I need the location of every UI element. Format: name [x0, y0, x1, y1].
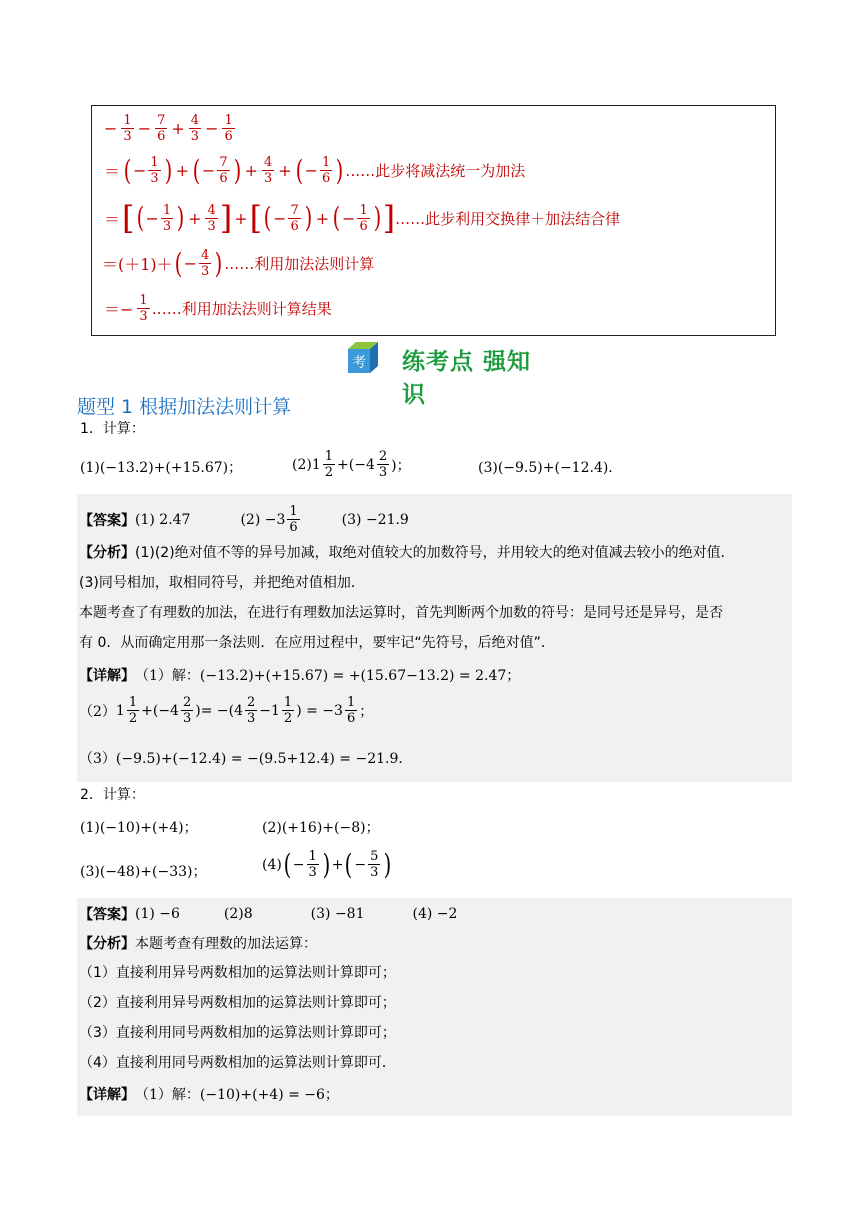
q2-analysis-1: （1）直接利用异号两数相加的运算法则计算即可；: [79, 965, 396, 981]
svg-text:考: 考: [352, 355, 366, 371]
q1-detail-3: （3）(−9.5)+(−12.4) = −(9.5+12.4) = −21.9．: [79, 751, 413, 767]
banner-title: 练考点 强知识: [402, 349, 532, 408]
q1-label: 1．计算：: [80, 421, 145, 437]
q2-part2: (2)(+16)+(−8)；: [262, 820, 380, 836]
q1-solution-panel: [77, 494, 792, 782]
example-line-4: ＝(＋1)＋ ( − $\frac{4}{3}$ ) ……利用加法法则计算: [102, 246, 375, 280]
q1-analysis-2: (3)同号相加，取相同符号，并把绝对值相加．: [79, 575, 365, 591]
q2-part4: (4) ( − $\frac{1}{3}$ ) + ( − $\frac{5}{3}$ ): [262, 847, 392, 881]
q1-part2: (2) 1 $\frac{1}{2}$ +(−4 $\frac{2}{3}$ )；: [292, 449, 411, 480]
example-note-5: ……利用加法法则计算结果: [151, 300, 332, 318]
q1-analysis-3: 本题考查了有理数的加法，在进行有理数加法运算时，首先判断两个加数的符号：是同号还是异号，是否: [79, 605, 723, 621]
q2-analysis-2: （2）直接利用异号两数相加的运算法则计算即可；: [79, 995, 396, 1011]
q2-analysis-3: （3）直接利用同号两数相加的运算法则计算即可；: [79, 1025, 396, 1041]
practice-banner: [346, 339, 546, 408]
q2-analysis-0: 【分析】 本题考查有理数的加法运算：: [79, 936, 317, 952]
q1-analysis-4: 有 0．从而确定用那一条法则．在应用过程中，要牢记“先符号，后绝对值”．: [79, 635, 555, 651]
q1-part3: (3)(−9.5)+(−12.4)．: [478, 460, 623, 476]
example-note-2: ……此步将减法统一为加法: [345, 162, 526, 180]
example-line-1: − $\frac{1}{3}$ − $\frac{7}{6}$ + $\frac{4}{3}$ − $\frac{1}{6}$: [104, 113, 233, 144]
section-title: 题型 1 根据加法法则计算: [77, 396, 292, 418]
example-note-4: ……利用加法法则计算: [224, 255, 375, 273]
q2-part1: (1)(−10)+(+4)；: [80, 820, 198, 836]
worked-example-box: [91, 105, 776, 336]
example-line-3: ＝ [ ( − $\frac{1}{3}$ ) + $\frac{4}{3}$ ] + [ ( − $\frac{7}{6}$ ) + ( − $\frac{1}{6}$ ) ] ……此步利用交换律＋加法结合律: [104, 199, 621, 237]
q2-answer-line: 【答案】 (1) −6 (2)8 (3) −81 (4) −2: [79, 906, 458, 923]
q1-part1: (1)(−13.2)+(+15.67)；: [80, 460, 243, 476]
q2-detail-1: 【详解】 （1）解：(−10)+(+4) = −6；: [79, 1087, 339, 1103]
cube-icon: [346, 340, 380, 374]
q1-detail-1: 【详解】 （1）解：(−13.2)+(+15.67) = +(15.67−13.2) = 2.47；: [79, 668, 521, 684]
q2-part3: (3)(−48)+(−33)；: [80, 864, 207, 880]
q2-label: 2．计算：: [80, 787, 145, 803]
q2-solution-panel: [77, 898, 792, 1116]
q2-analysis-4: （4）直接利用同号两数相加的运算法则计算即可．: [79, 1055, 396, 1071]
example-note-3: ……此步利用交换律＋加法结合律: [395, 209, 621, 228]
q1-analysis-1: 【分析】 (1)(2)绝对值不等的异号加减，取绝对值较大的加数符号，并用较大的绝对值减去较小的绝对值．: [79, 545, 735, 561]
q1-detail-2: （2） 1 $\frac{1}{2}$ +(−4 $\frac{2}{3}$ ) = −(4 $\frac{2}{3}$ −1 $\frac{1}{2}$ ) = −3 $\frac{1}{6}$ ；: [79, 695, 374, 726]
q1-answer-line: 【答案】 (1) 2.47 (2) −3 $\frac{1}{6}$ (3) −21.9: [79, 504, 409, 535]
example-line-5: ＝− $\frac{1}{3}$ ……利用加法法则计算结果: [104, 293, 332, 324]
example-line-2: ＝ ( − $\frac{1}{3}$ ) + ( − $\frac{7}{6}$ ) + $\frac{4}{3}$ + ( − $\frac{1}{6}$ ) ……此步将减法统一为加法: [104, 153, 526, 187]
